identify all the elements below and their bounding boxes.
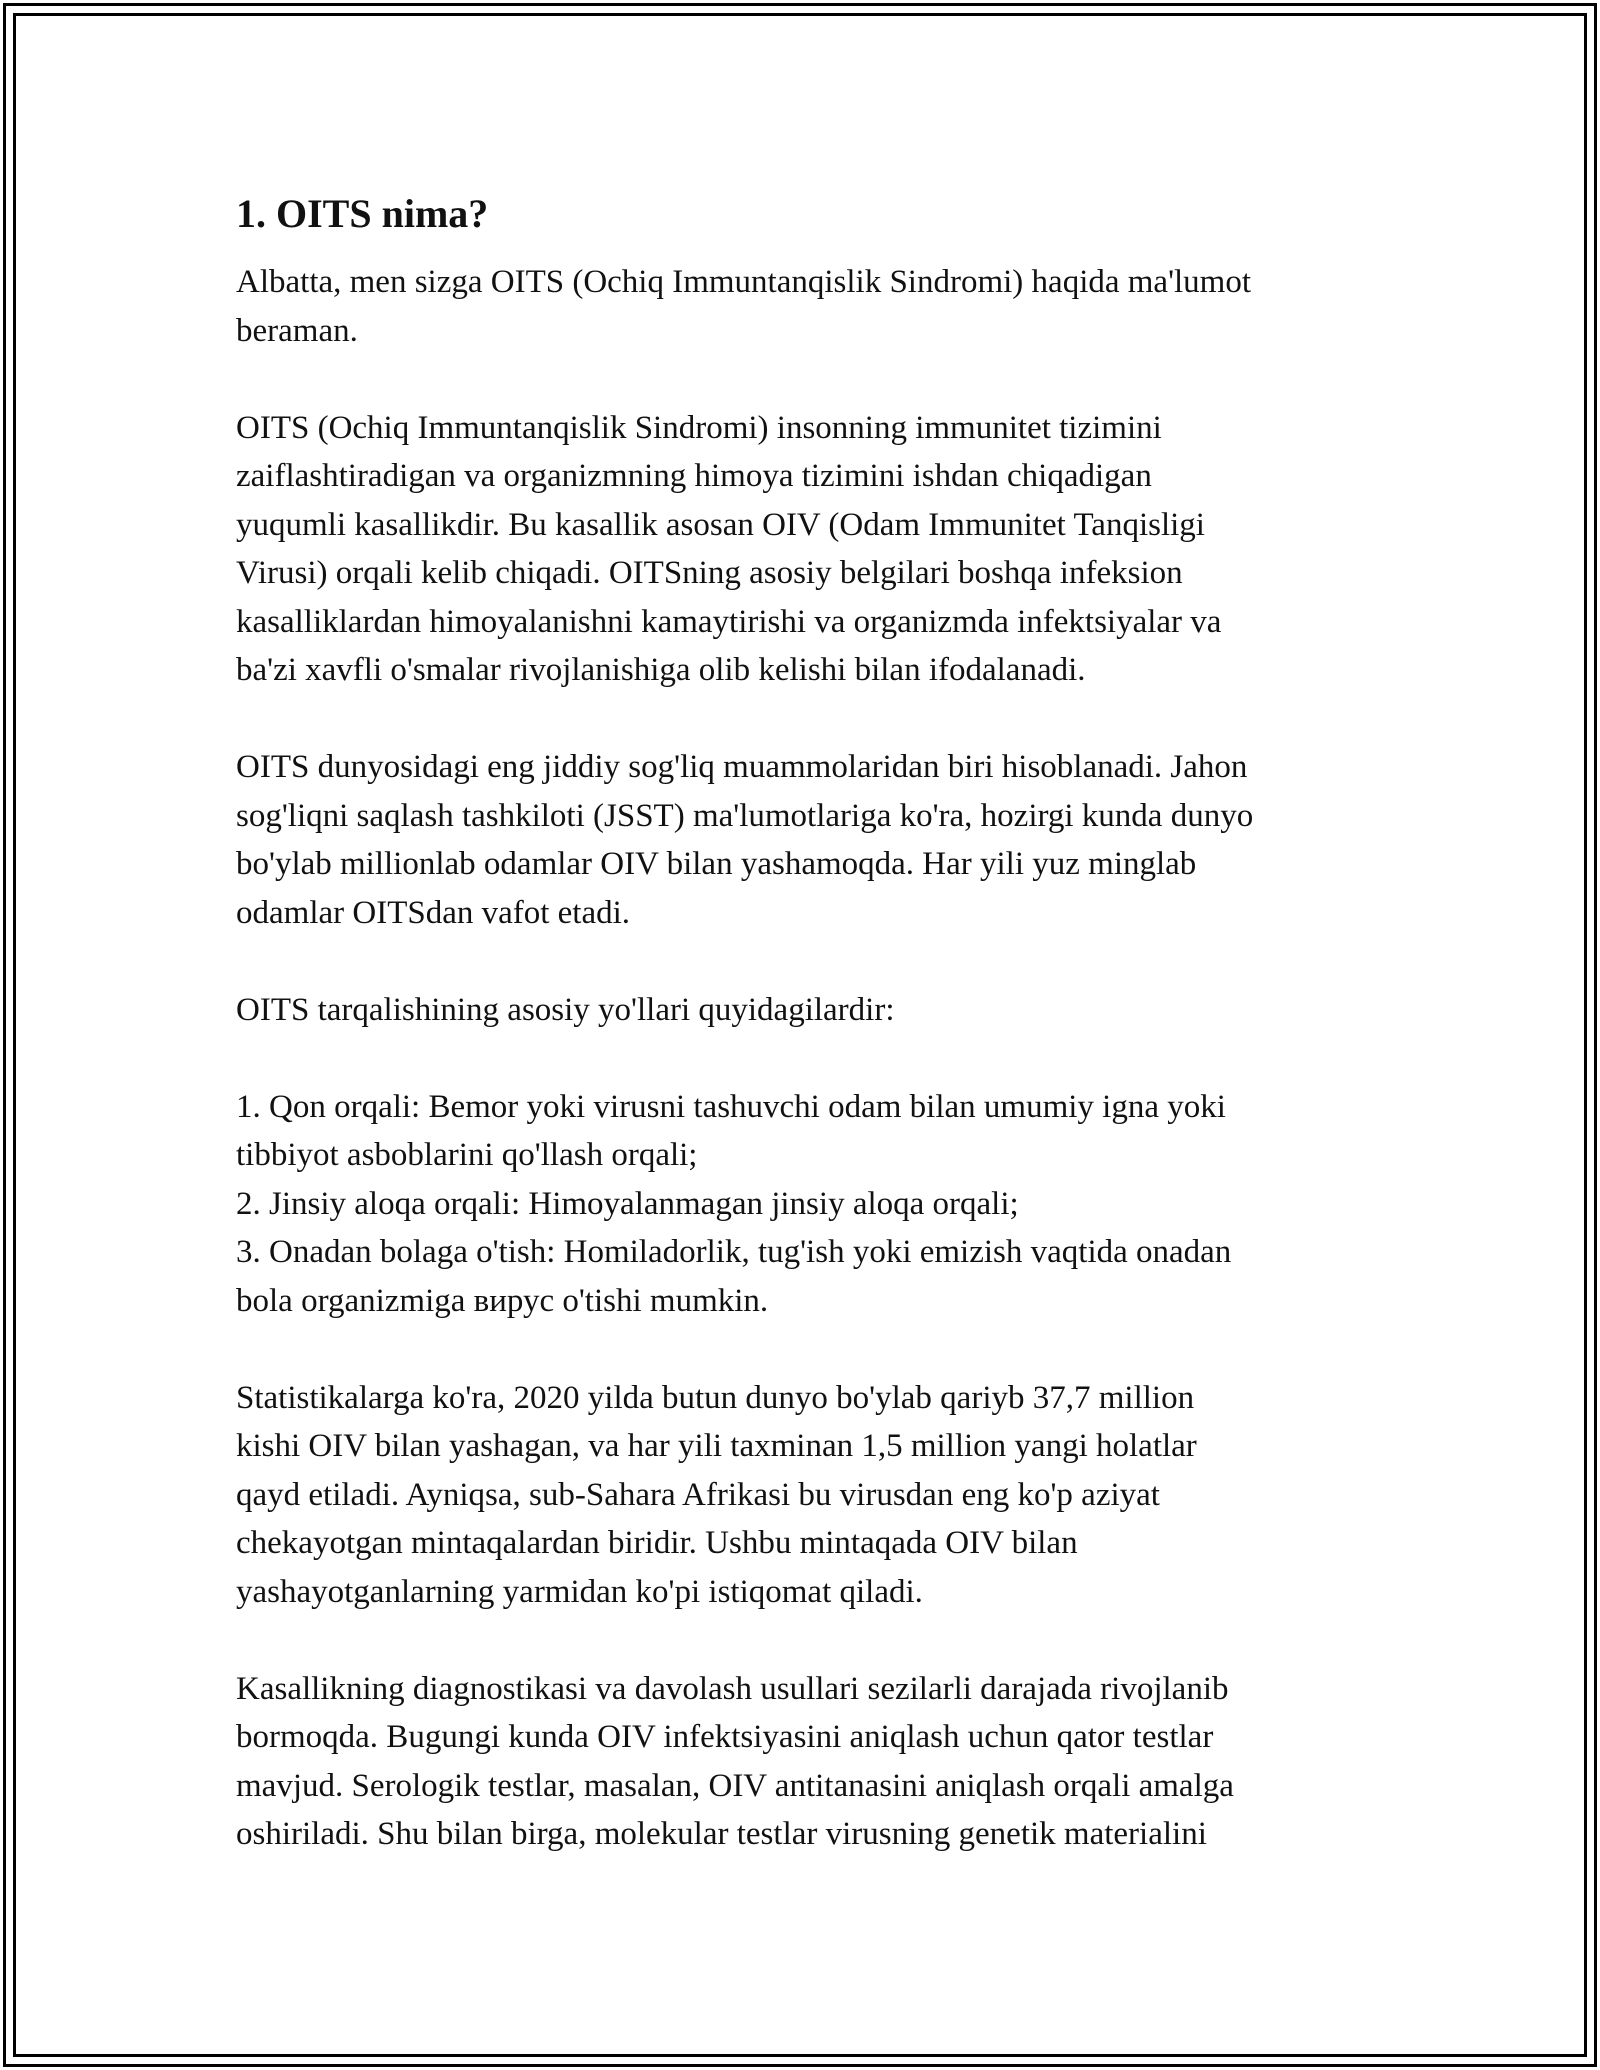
text-line: kasalliklardan himoyalanishni kamaytirishi va organizmda infektsiyalar va <box>236 603 1222 640</box>
document-title: 1. OITS nima? <box>236 191 489 236</box>
paragraph <box>236 986 1396 1035</box>
text-line: yuqumli kasallikdir. Bu kasallik asosan OIV (Odam Immunitet Tanqisligi <box>236 506 1205 543</box>
text-line: zaiflashtiradigan va organizmning himoya tizimini ishdan chiqadigan <box>236 458 1152 494</box>
text-line: bormoqda. Bugungi kunda OIV infektsiyasini aniqlash uchun qator testlar <box>236 1719 1214 1755</box>
paragraph <box>236 743 1396 937</box>
text-line: ba'zi xavfli o'smalar rivojlanishiga olib kelishi bilan ifodalanadi. <box>236 652 1086 688</box>
text-line: Virusi) orqali kelib chiqadi. OITSning asosiy belgilari boshqa infeksion <box>236 555 1183 591</box>
text-line: odamlar OITSdan vafot etadi. <box>236 894 631 931</box>
text-line: OITS (Ochiq Immuntanqislik Sindromi) insonning immunitet tizimini <box>236 409 1162 446</box>
text-line: bola organizmiga вирус o'tishi mumkin. <box>236 1282 769 1319</box>
text-line: OITS tarqalishining asosiy yo'llari quyidagilardir: <box>236 991 895 1028</box>
text-line: 2. Jinsiy aloqa orqali: Himoyalanmagan jinsiy aloqa orqali; <box>236 1185 1019 1222</box>
text-line: chekayotgan mintaqalardan biridir. Ushbu mintaqada OIV bilan <box>236 1525 1078 1561</box>
text-line: yashayotganlarning yarmidan ko'pi istiqomat qiladi. <box>236 1573 923 1610</box>
document-body <box>236 184 1396 1907</box>
paragraph <box>236 1374 1396 1617</box>
text-line: bo'ylab millionlab odamlar OIV bilan yashamoqda. Har yili yuz minglab <box>236 846 1197 882</box>
text-line: Statistikalarga ko'ra, 2020 yilda butun dunyo bo'ylab qariyb 37,7 million <box>236 1379 1195 1416</box>
paragraph <box>236 1083 1396 1326</box>
text-line: qayd etiladi. Ayniqsa, sub-Sahara Afrikasi bu virusdan eng ko'p aziyat <box>236 1476 1160 1513</box>
text-line: Albatta, men sizga OITS (Ochiq Immuntanqislik Sindromi) haqida ma'lumot <box>236 264 1252 300</box>
text-line: sog'liqni saqlash tashkiloti (JSST) ma'lumotlariga ko'ra, hozirgi kunda dunyo <box>236 797 1254 834</box>
paragraph <box>236 1665 1396 1859</box>
paragraph <box>236 404 1396 695</box>
text-line: beraman. <box>236 312 358 349</box>
paragraph <box>236 258 1396 355</box>
text-line: 1. Qon orqali: Bemor yoki virusni tashuvchi odam bilan umumiy igna yoki <box>236 1088 1226 1125</box>
text-line: oshiriladi. Shu bilan birga, molekular testlar virusning genetik materialini <box>236 1816 1207 1852</box>
text-line: kishi OIV bilan yashagan, va har yili taxminan 1,5 million yangi holatlar <box>236 1428 1197 1464</box>
text-line: mavjud. Serologik testlar, masalan, OIV antitanasini aniqlash orqali amalga <box>236 1767 1234 1804</box>
paragraph-list <box>236 258 1396 1859</box>
text-line: tibbiyot asboblarini qo'llash orqali; <box>236 1137 698 1173</box>
text-line: Kasallikning diagnostikasi va davolash usullari sezilarli darajada rivojlanib <box>236 1670 1229 1707</box>
text-line: 3. Onadan bolaga o'tish: Homiladorlik, tug'ish yoki emizish vaqtida onadan <box>236 1234 1232 1270</box>
text-line: OITS dunyosidagi eng jiddiy sog'liq muammolaridan biri hisoblanadi. Jahon <box>236 749 1248 785</box>
